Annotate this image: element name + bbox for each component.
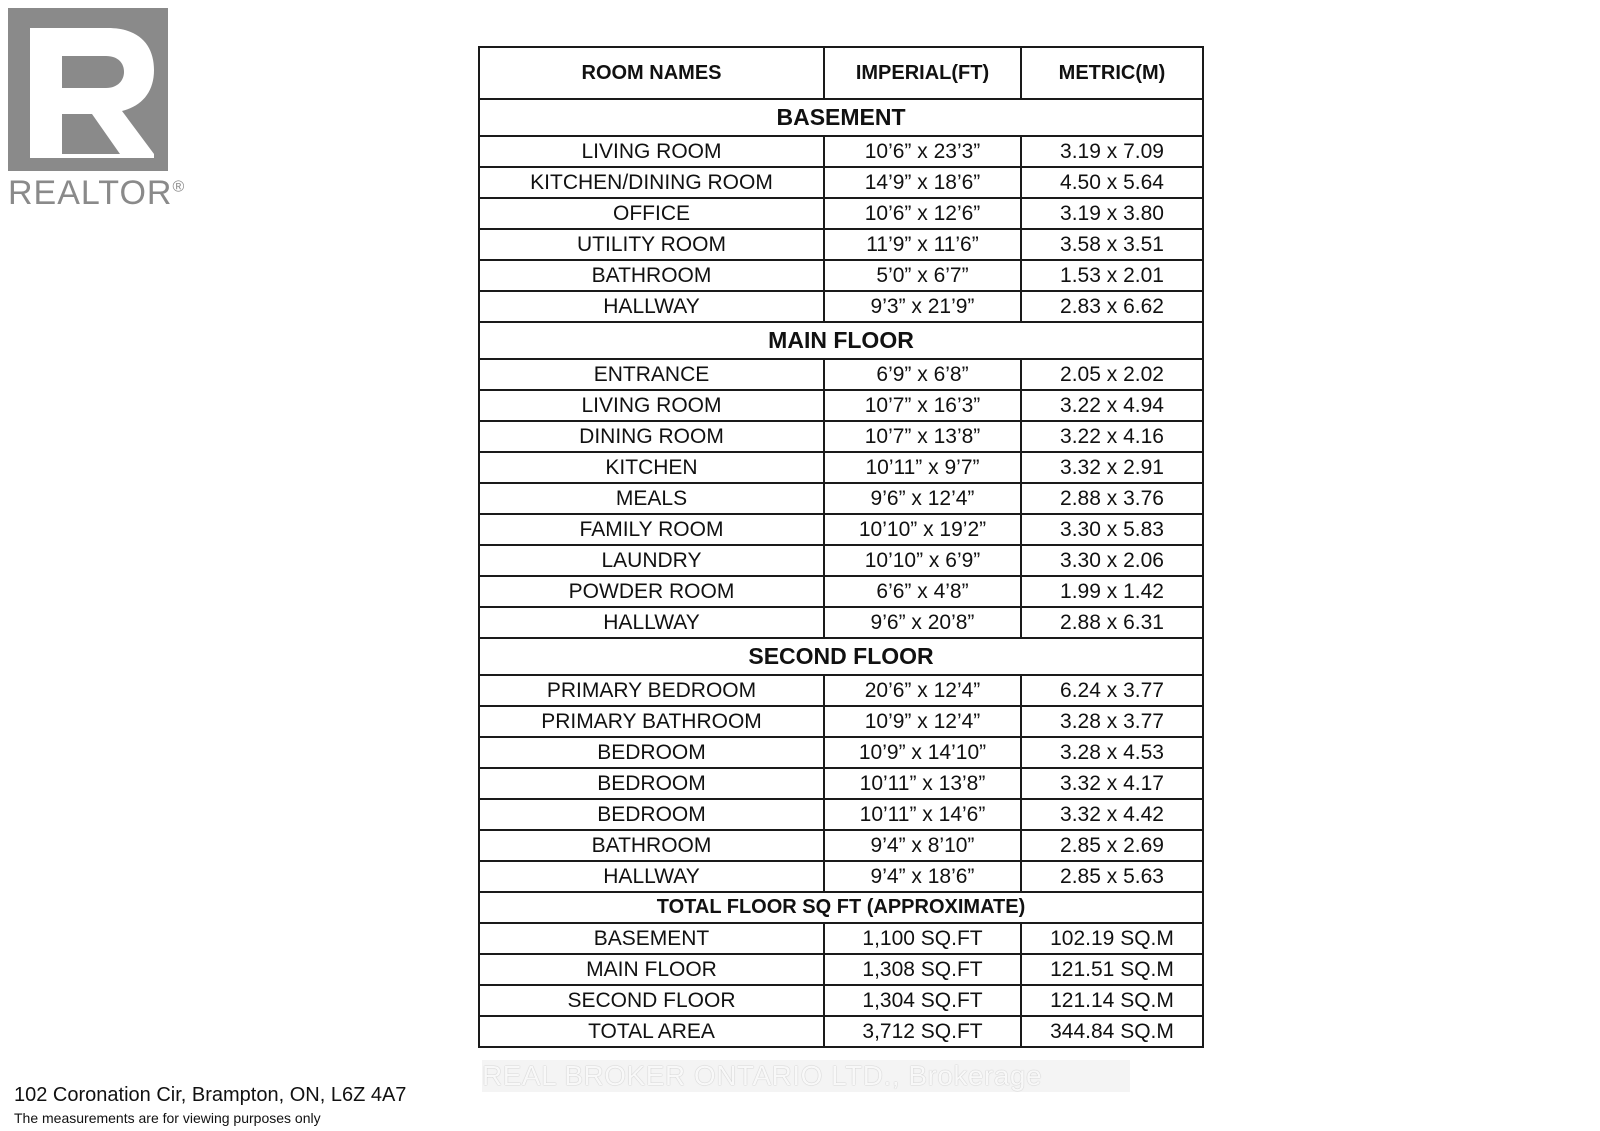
imperial-cell: 10’10” x 6’9” [824,545,1021,576]
totals-title: TOTAL FLOOR SQ FT (APPROXIMATE) [479,892,1203,923]
imperial-cell: 10’9” x 12’4” [824,706,1021,737]
imperial-cell: 10’7” x 13’8” [824,421,1021,452]
imperial-cell: 10’6” x 12’6” [824,198,1021,229]
square-feet-cell: 1,308 SQ.FT [824,954,1021,985]
metric-cell: 2.83 x 6.62 [1021,291,1203,322]
section-title: MAIN FLOOR [479,322,1203,359]
square-meters-cell: 121.14 SQ.M [1021,985,1203,1016]
metric-cell: 3.28 x 4.53 [1021,737,1203,768]
imperial-cell: 9’6” x 12’4” [824,483,1021,514]
totals-row [479,923,1203,954]
table-row [479,576,1203,607]
floor-name-cell: SECOND FLOOR [479,985,824,1016]
floor-name-cell: TOTAL AREA [479,1016,824,1047]
section-header-row [479,638,1203,675]
metric-cell: 3.19 x 7.09 [1021,136,1203,167]
metric-cell: 2.05 x 2.02 [1021,359,1203,390]
room-name-cell: POWDER ROOM [479,576,824,607]
floor-name-cell: MAIN FLOOR [479,954,824,985]
room-name-cell: HALLWAY [479,861,824,892]
imperial-cell: 10’6” x 23’3” [824,136,1021,167]
metric-cell: 3.30 x 5.83 [1021,514,1203,545]
metric-cell: 2.88 x 3.76 [1021,483,1203,514]
totals-header-row [479,892,1203,923]
totals-row [479,954,1203,985]
metric-cell: 3.30 x 2.06 [1021,545,1203,576]
room-name-cell: BEDROOM [479,737,824,768]
room-name-cell: FAMILY ROOM [479,514,824,545]
table-row [479,737,1203,768]
metric-cell: 3.32 x 2.91 [1021,452,1203,483]
room-name-cell: MEALS [479,483,824,514]
floor-name-cell: BASEMENT [479,923,824,954]
imperial-cell: 9’3” x 21’9” [824,291,1021,322]
imperial-cell: 6’6” x 4’8” [824,576,1021,607]
imperial-cell: 9’4” x 8’10” [824,830,1021,861]
room-name-cell: KITCHEN/DINING ROOM [479,167,824,198]
square-meters-cell: 121.51 SQ.M [1021,954,1203,985]
imperial-cell: 10’9” x 14’10” [824,737,1021,768]
section-header-row [479,322,1203,359]
imperial-cell: 10’11” x 9’7” [824,452,1021,483]
room-name-cell: BATHROOM [479,260,824,291]
metric-cell: 4.50 x 5.64 [1021,167,1203,198]
metric-cell: 3.32 x 4.17 [1021,768,1203,799]
room-name-cell: BATHROOM [479,830,824,861]
table-row [479,291,1203,322]
metric-cell: 3.32 x 4.42 [1021,799,1203,830]
room-name-cell: LIVING ROOM [479,390,824,421]
registered-mark: ® [172,178,186,196]
metric-cell: 3.22 x 4.16 [1021,421,1203,452]
section-title: BASEMENT [479,99,1203,136]
metric-cell: 1.99 x 1.42 [1021,576,1203,607]
property-address: 102 Coronation Cir, Brampton, ON, L6Z 4A7 [14,1084,407,1106]
metric-cell: 6.24 x 3.77 [1021,675,1203,706]
table-row [479,675,1203,706]
imperial-cell: 10’10” x 19’2” [824,514,1021,545]
room-name-cell: PRIMARY BATHROOM [479,706,824,737]
room-name-cell: BEDROOM [479,768,824,799]
table-row [479,421,1203,452]
imperial-cell: 10’11” x 13’8” [824,768,1021,799]
imperial-cell: 20’6” x 12’4” [824,675,1021,706]
totals-row [479,1016,1203,1047]
imperial-cell: 5’0” x 6’7” [824,260,1021,291]
room-name-cell: LAUNDRY [479,545,824,576]
realtor-logo [8,8,186,214]
header-room-names: ROOM NAMES [479,47,824,99]
room-name-cell: LIVING ROOM [479,136,824,167]
totals-row [479,985,1203,1016]
square-feet-cell: 1,304 SQ.FT [824,985,1021,1016]
table-row [479,260,1203,291]
section-title: SECOND FLOOR [479,638,1203,675]
room-dimensions-table [478,46,1204,1048]
room-name-cell: HALLWAY [479,607,824,638]
table-row [479,359,1203,390]
imperial-cell: 6’9” x 6’8” [824,359,1021,390]
room-name-cell: KITCHEN [479,452,824,483]
metric-cell: 2.85 x 2.69 [1021,830,1203,861]
imperial-cell: 9’6” x 20’8” [824,607,1021,638]
room-name-cell: UTILITY ROOM [479,229,824,260]
square-feet-cell: 3,712 SQ.FT [824,1016,1021,1047]
header-metric: METRIC(M) [1021,47,1203,99]
imperial-cell: 11’9” x 11’6” [824,229,1021,260]
brokerage-watermark: REAL BROKER ONTARIO LTD., Brokerage [482,1060,1130,1092]
metric-cell: 1.53 x 2.01 [1021,260,1203,291]
table-row [479,198,1203,229]
table-row [479,452,1203,483]
metric-cell: 3.22 x 4.94 [1021,390,1203,421]
table-header-row [479,47,1203,99]
realtor-wordmark [8,176,185,210]
table-row [479,514,1203,545]
room-name-cell: BEDROOM [479,799,824,830]
metric-cell: 3.19 x 3.80 [1021,198,1203,229]
realtor-r-mark-icon [8,8,168,171]
table-row [479,706,1203,737]
imperial-cell: 14’9” x 18’6” [824,167,1021,198]
square-meters-cell: 102.19 SQ.M [1021,923,1203,954]
measurement-disclaimer: The measurements are for viewing purposes only [14,1110,321,1126]
table-row [479,483,1203,514]
metric-cell: 3.58 x 3.51 [1021,229,1203,260]
table-row [479,167,1203,198]
table-row [479,390,1203,421]
room-name-cell: ENTRANCE [479,359,824,390]
realtor-wordmark-text: REALTOR [8,174,173,212]
table-row [479,799,1203,830]
table-row [479,861,1203,892]
room-name-cell: HALLWAY [479,291,824,322]
room-name-cell: DINING ROOM [479,421,824,452]
metric-cell: 3.28 x 3.77 [1021,706,1203,737]
header-imperial: IMPERIAL(FT) [824,47,1021,99]
square-feet-cell: 1,100 SQ.FT [824,923,1021,954]
table-row [479,545,1203,576]
table-row [479,607,1203,638]
imperial-cell: 10’11” x 14’6” [824,799,1021,830]
square-meters-cell: 344.84 SQ.M [1021,1016,1203,1047]
room-name-cell: OFFICE [479,198,824,229]
table-row [479,229,1203,260]
table-row [479,136,1203,167]
table-row [479,830,1203,861]
metric-cell: 2.85 x 5.63 [1021,861,1203,892]
metric-cell: 2.88 x 6.31 [1021,607,1203,638]
room-name-cell: PRIMARY BEDROOM [479,675,824,706]
imperial-cell: 9’4” x 18’6” [824,861,1021,892]
imperial-cell: 10’7” x 16’3” [824,390,1021,421]
table-row [479,768,1203,799]
section-header-row [479,99,1203,136]
